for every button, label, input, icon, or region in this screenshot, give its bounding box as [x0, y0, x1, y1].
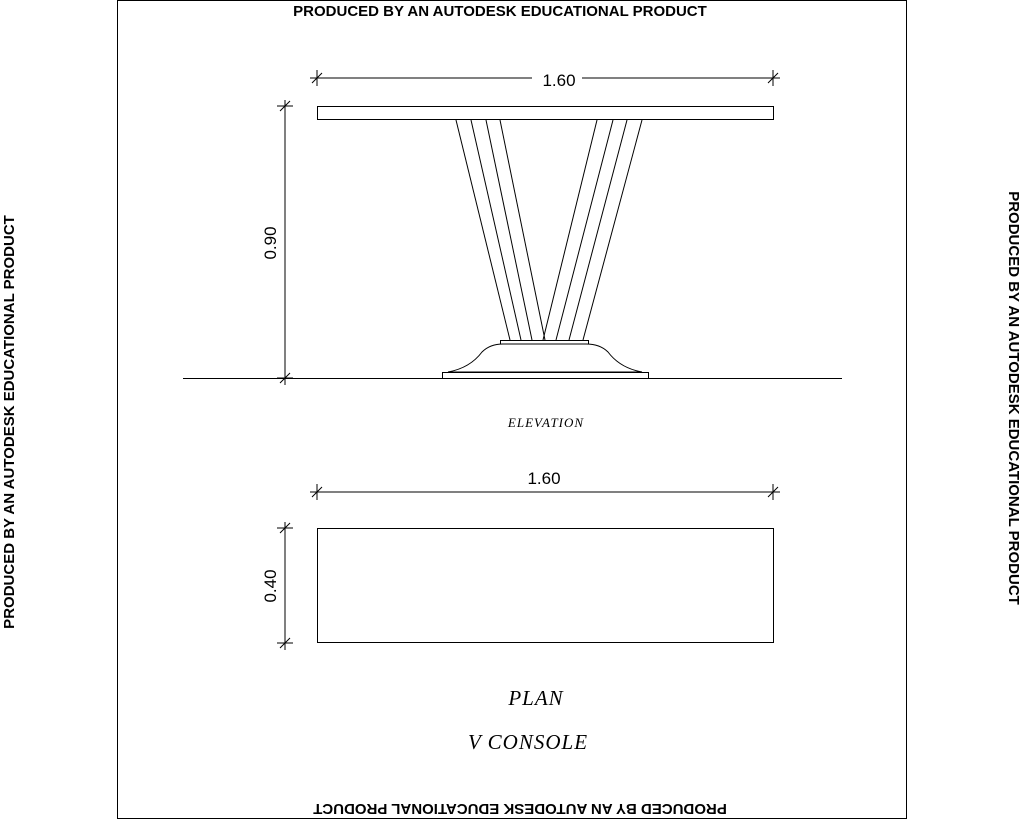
plan-depth-dimension: [261, 522, 293, 650]
v-legs: [456, 120, 642, 340]
plan-width-label: 1.60: [527, 469, 561, 488]
elevation-width-label: 1.60: [542, 71, 576, 90]
pedestal-base: [443, 341, 649, 379]
elevation-view: [183, 66, 842, 430]
elevation-width-dimension: [310, 66, 780, 90]
watermark-bottom: PRODUCED BY AN AUTODESK EDUCATIONAL PRODUCT: [313, 800, 727, 817]
plan-width-dimension: [310, 469, 780, 500]
drawing-title: V CONSOLE: [467, 730, 589, 754]
plan-label: PLAN: [508, 686, 564, 710]
console-plan-outline: [318, 529, 774, 643]
watermark-top: PRODUCED BY AN AUTODESK EDUCATIONAL PRODUCT: [293, 3, 707, 20]
plan-depth-label: 0.40: [261, 569, 280, 603]
elevation-label: ELEVATION: [507, 415, 585, 430]
elevation-height-label: 0.90: [261, 226, 280, 260]
plan-view: [261, 469, 780, 710]
console-top: [318, 107, 774, 120]
watermark-left: PRODUCED BY AN AUTODESK EDUCATIONAL PRODUCT: [1, 215, 18, 629]
elevation-height-dimension: [260, 100, 293, 385]
watermark-right: PRODUCED BY AN AUTODESK EDUCATIONAL PRODUCT: [1005, 191, 1022, 605]
